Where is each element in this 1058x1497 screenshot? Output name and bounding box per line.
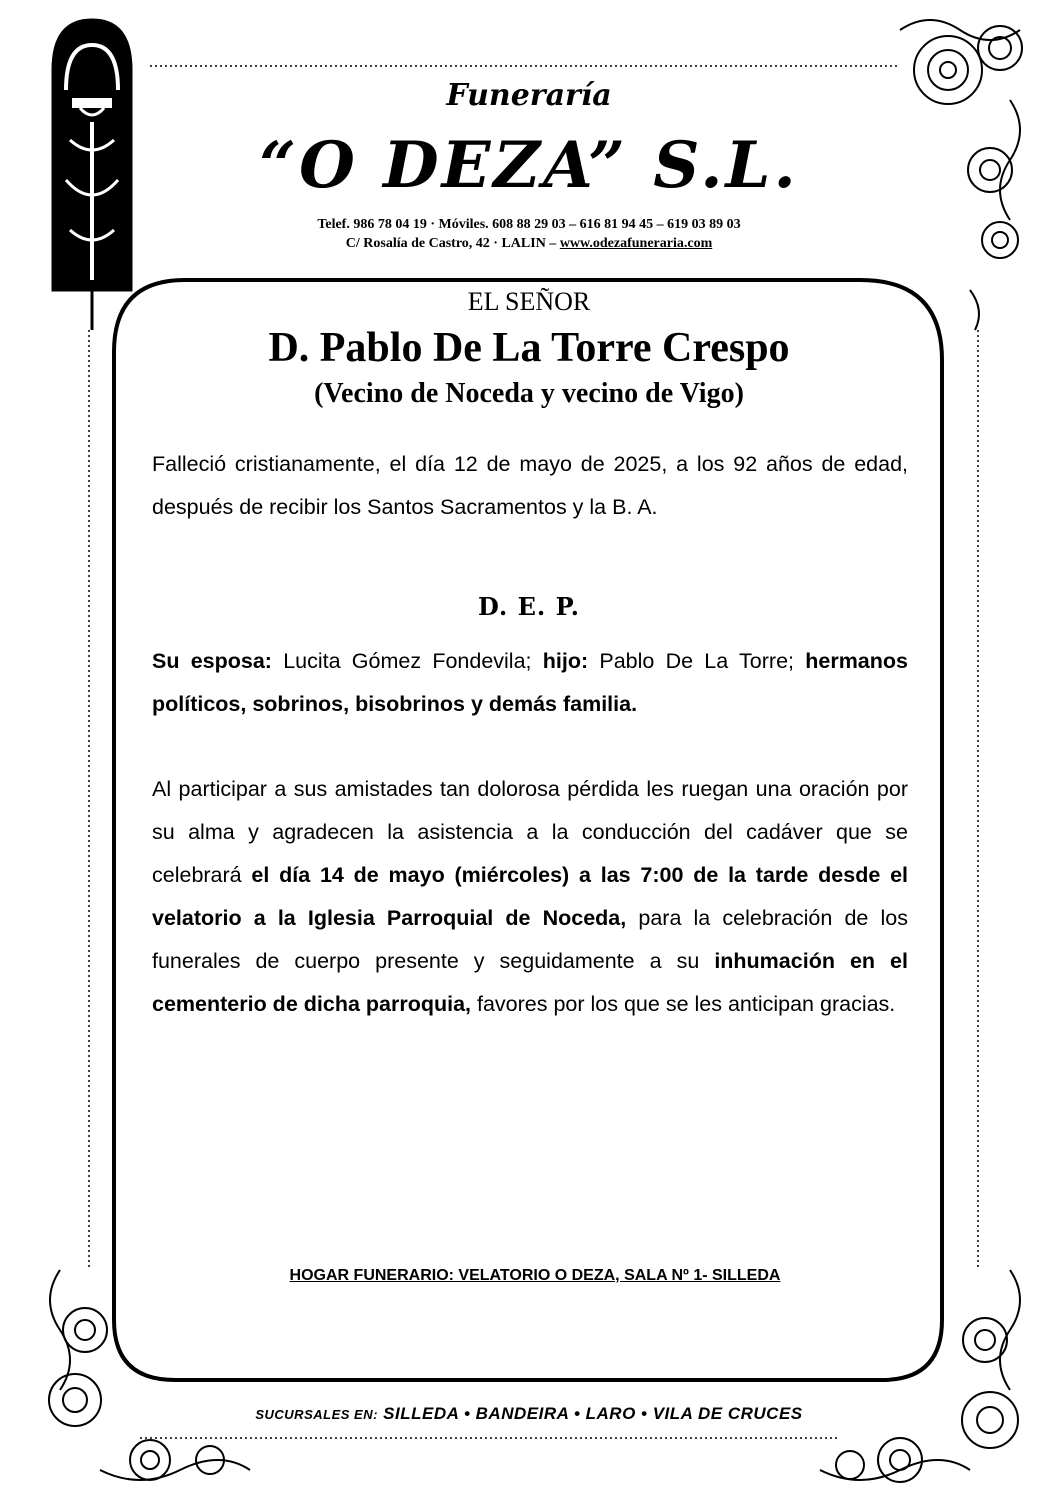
brand-small: Funeraría bbox=[446, 78, 612, 113]
ceremony-paragraph bbox=[152, 768, 908, 1026]
contact-address bbox=[0, 236, 1058, 252]
hijo-name: Pablo De La Torre; bbox=[588, 649, 794, 673]
ceremony-text-a: Al participar a sus amistades tan dolorosa pérdida les ruegan una oración por su alma y agradecen la asistencia a la conducción del cadáver que se celebrará bbox=[152, 777, 908, 887]
notice-title: EL SEÑOR bbox=[467, 287, 591, 316]
death-paragraph: Falleció cristianamente, el día 12 de mayo de 2025, a los 92 años de edad, después de recibir los Santos Sacramentos y la B. A. bbox=[152, 452, 908, 519]
burial-place: inhumación en el cementerio de dicha parroquia, bbox=[152, 949, 908, 1016]
corner-flourish-bottom-right bbox=[820, 1270, 1020, 1482]
ceremony-text-c: para la celebración de los funerales de cuerpo presente y seguidamente a su bbox=[152, 906, 908, 973]
deceased-subtitle: (Vecino de Noceda y vecino de Vigo) bbox=[314, 378, 744, 409]
esposa-name: Lucita Gómez Fondevila; bbox=[271, 649, 543, 673]
ceremony-time: el día 14 de mayo (miércoles) a las 7:00 de la tarde desde el velatorio a la Iglesia Parroquial de Noceda, bbox=[152, 863, 908, 930]
website-link[interactable]: www.odezafuneraria.com bbox=[559, 236, 713, 251]
esposa-label: Su esposa: bbox=[152, 649, 272, 673]
branches-label: SUCURSALES EN: bbox=[255, 1407, 378, 1422]
deceased-name: D. Pablo De La Torre Crespo bbox=[268, 325, 790, 371]
branches-list: SILLEDA • BANDEIRA • LARO • VILA DE CRUCES bbox=[383, 1404, 803, 1423]
brand-big: “O DEZA” S.L. bbox=[259, 128, 799, 203]
address-text: C/ Rosalía de Castro, 42 · LALIN – bbox=[345, 236, 557, 251]
familia-text: hermanos políticos, sobrinos, bisobrinos y demás familia. bbox=[152, 649, 908, 716]
contact-phones: Telef. 986 78 04 19 · Móviles. 608 88 29 03 – 616 81 94 45 – 619 03 89 03 bbox=[317, 217, 741, 232]
family-paragraph bbox=[152, 640, 908, 726]
dep-heading: D. E. P. bbox=[477, 592, 581, 621]
ceremony-text-e: favores por los que se les anticipan gracias. bbox=[471, 992, 896, 1016]
funeral-home: HOGAR FUNERARIO: VELATORIO O DEZA, SALA Nº 1- SILLEDA bbox=[289, 1267, 781, 1284]
hijo-label: hijo: bbox=[542, 649, 589, 673]
branches-footer bbox=[0, 1404, 1058, 1424]
